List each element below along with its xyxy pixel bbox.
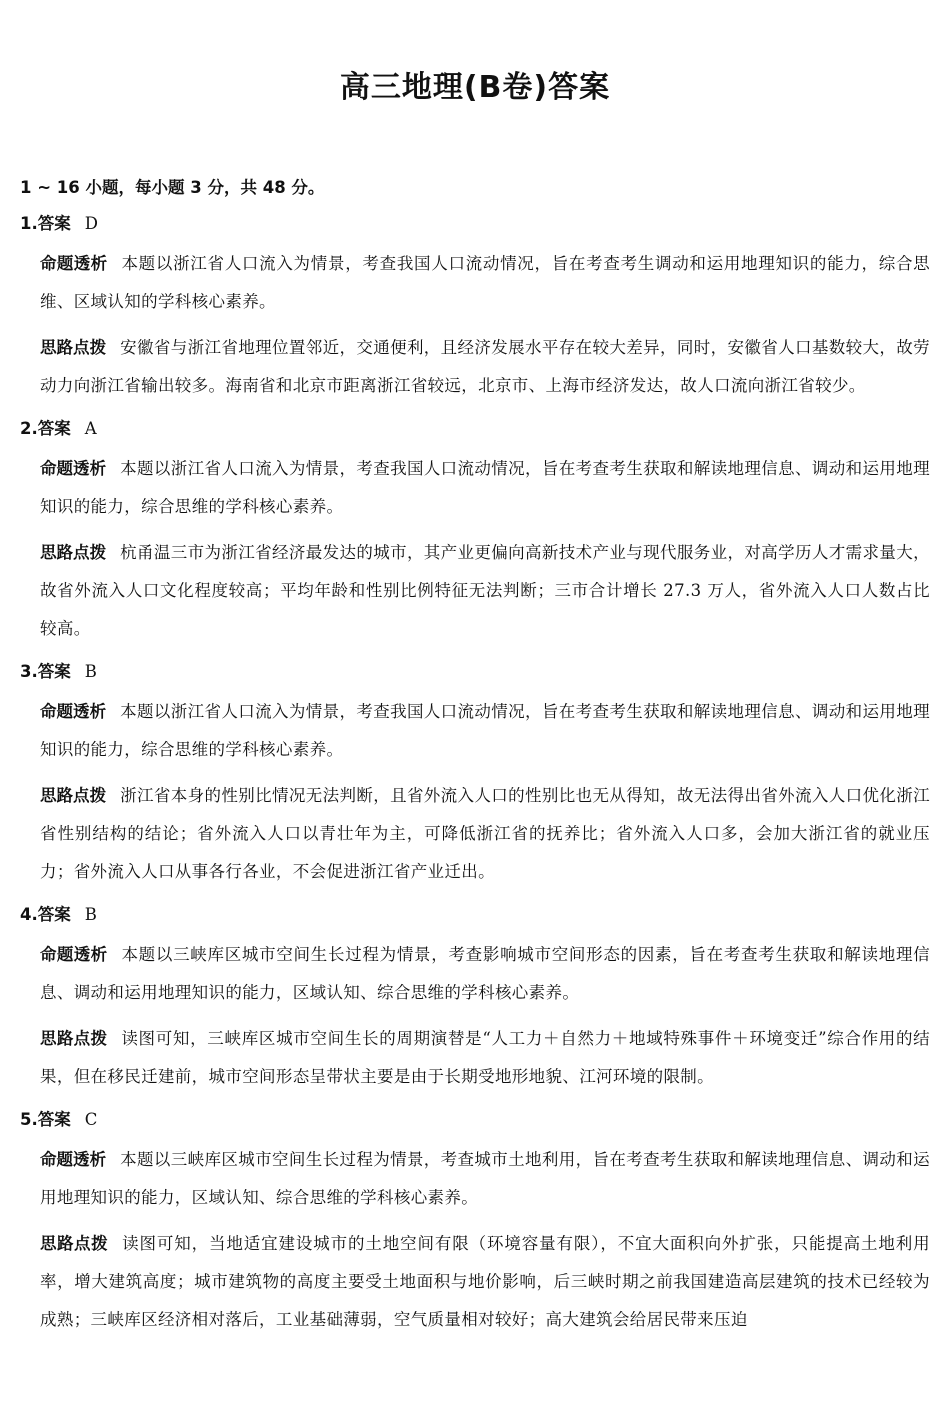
- question-1: [20, 211, 930, 405]
- question-header: [20, 416, 930, 442]
- hint-paragraph: [20, 1225, 930, 1339]
- analysis-text: 本题以浙江省人口流入为情景，考查我国人口流动情况，旨在考查考生获取和解读地理信息、调动和运用地理知识的能力，综合思维的学科核心素养。: [40, 702, 930, 759]
- question-number: 3.: [20, 662, 38, 681]
- answer-value: C: [84, 1110, 98, 1129]
- page-title: 高三地理(B卷)答案: [339, 70, 611, 105]
- hint-text: 杭甬温三市为浙江省经济最发达的城市，其产业更偏向高新技术产业与现代服务业，对高学历人才需求量大，故省外流入人口文化程度较高；平均年龄和性别比例特征无法判断；三市合计增长 27.3 万人，省外流入人口人数占比较高。: [40, 543, 930, 638]
- analysis-paragraph: [20, 693, 930, 769]
- hint-text: 浙江省本身的性别比情况无法判断，且省外流入人口的性别比也无从得知，故无法得出省外流入人口优化浙江省性别结构的结论；省外流入人口以青壮年为主，可降低浙江省的抚养比；省外流入人口多，会加大浙江省的就业压力；省外流入人口从事各行各业，不会促进浙江省产业迁出。: [40, 786, 930, 881]
- question-header: [20, 1107, 930, 1133]
- analysis-label: 命题透析: [40, 459, 107, 478]
- analysis-paragraph: [20, 450, 930, 526]
- question-3: [20, 659, 930, 891]
- answer-value: B: [84, 662, 97, 681]
- answer-value: B: [84, 905, 97, 924]
- question-number: 1.: [20, 214, 38, 233]
- question-4: [20, 902, 930, 1096]
- hint-paragraph: [20, 329, 930, 405]
- analysis-paragraph: [20, 936, 930, 1012]
- question-header: [20, 211, 930, 237]
- hint-label: 思路点拨: [40, 786, 107, 805]
- answer-label: 答案: [37, 905, 71, 924]
- hint-paragraph: [20, 777, 930, 891]
- analysis-paragraph: [20, 245, 930, 321]
- answer-value: A: [84, 419, 97, 438]
- question-header: [20, 902, 930, 928]
- answer-label: 答案: [37, 419, 71, 438]
- analysis-paragraph: [20, 1141, 930, 1217]
- hint-text: 安徽省与浙江省地理位置邻近，交通便利，且经济发展水平存在较大差异，同时，安徽省人口基数较大，故劳动力向浙江省输出较多。海南省和北京市距离浙江省较远，北京市、上海市经济发达，故人口流向浙江省较少。: [40, 338, 930, 395]
- analysis-label: 命题透析: [40, 945, 108, 964]
- hint-label: 思路点拨: [40, 543, 107, 562]
- answer-value: D: [84, 214, 98, 233]
- analysis-text: 本题以三峡库区城市空间生长过程为情景，考查影响城市空间形态的因素，旨在考查考生获取和解读地理信息、调动和运用地理知识的能力，区域认知、综合思维的学科核心素养。: [40, 945, 931, 1002]
- analysis-label: 命题透析: [40, 1150, 107, 1169]
- analysis-label: 命题透析: [40, 254, 108, 273]
- hint-label: 思路点拨: [40, 338, 107, 357]
- analysis-text: 本题以三峡库区城市空间生长过程为情景，考查城市土地利用，旨在考查考生获取和解读地理信息、调动和运用地理知识的能力，区域认知、综合思维的学科核心素养。: [40, 1150, 930, 1207]
- answer-label: 答案: [37, 1110, 71, 1129]
- hint-paragraph: [20, 534, 930, 648]
- answer-label: 答案: [37, 662, 71, 681]
- hint-text: 读图可知，当地适宜建设城市的土地空间有限（环境容量有限），不宜大面积向外扩张，只能提高土地利用率，增大建筑高度；城市建筑物的高度主要受土地面积与地价影响，后三峡时期之前我国建造高层建筑的技术已经较为成熟；三峡库区经济相对落后，工业基础薄弱，空气质量相对较好；高大建筑会给居民带来压迫: [40, 1234, 931, 1329]
- hint-label: 思路点拨: [40, 1234, 109, 1253]
- question-2: [20, 416, 930, 648]
- question-header: [20, 659, 930, 685]
- question-number: 2.: [20, 419, 38, 438]
- analysis-text: 本题以浙江省人口流入为情景，考查我国人口流动情况，旨在考查考生获取和解读地理信息、调动和运用地理知识的能力，综合思维的学科核心素养。: [40, 459, 930, 516]
- hint-paragraph: [20, 1020, 930, 1096]
- answer-label: 答案: [37, 214, 71, 233]
- question-number: 4.: [20, 905, 38, 924]
- analysis-label: 命题透析: [40, 702, 107, 721]
- question-number: 5.: [20, 1110, 38, 1129]
- analysis-text: 本题以浙江省人口流入为情景，考查我国人口流动情况，旨在考查考生调动和运用地理知识的能力，综合思维、区域认知的学科核心素养。: [40, 254, 931, 311]
- hint-label: 思路点拨: [40, 1029, 108, 1048]
- section-intro: 1 ~ 16 小题，每小题 3 分，共 48 分。: [20, 178, 325, 197]
- hint-text: 读图可知，三峡库区城市空间生长的周期演替是“人工力＋自然力＋地域特殊事件＋环境变迁”综合作用的结果，但在移民迁建前，城市空间形态呈带状主要是由于长期受地形地貌、江河环境的限制。: [40, 1029, 930, 1086]
- question-5: [20, 1107, 930, 1339]
